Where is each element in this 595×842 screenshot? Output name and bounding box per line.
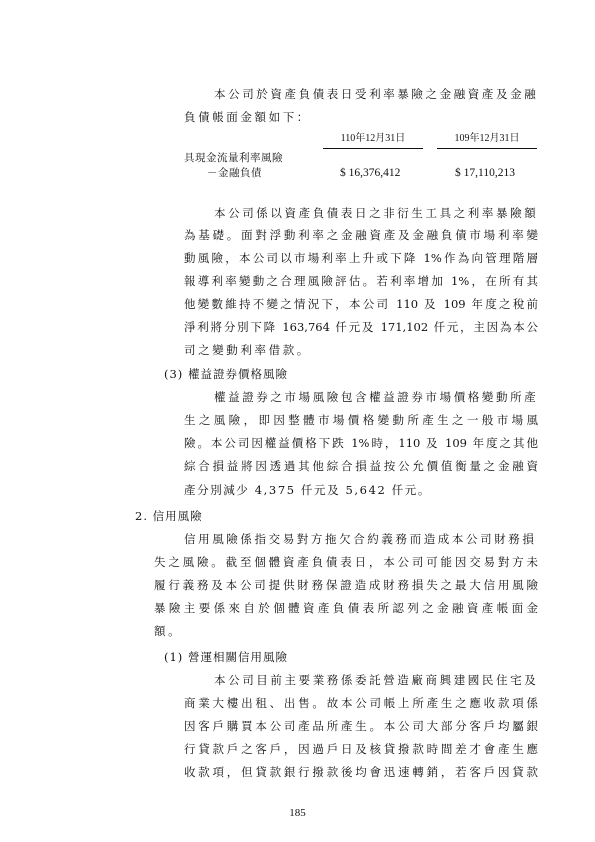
- section-heading: 2. 信用風險: [135, 509, 203, 523]
- paragraph-line: 淨利將分別下降 163,764 仟元及 171,102 仟元，主因為本公: [184, 320, 538, 334]
- table-cell-110: $ 16,376,412: [340, 167, 401, 179]
- paragraph-line: 暴險主要係來自於個體資產負債表所認列之金融資產帳面金: [154, 601, 538, 615]
- paragraph-line: 本公司係以資產負債表日之非衍生工具之利率暴險額: [214, 206, 539, 220]
- paragraph-line: 司之變動利率借款。: [184, 343, 311, 357]
- table-col1-header: 110年12月31日: [340, 133, 406, 144]
- paragraph-line: 他變數維持不變之情況下，本公司 110 及 109 年度之稅前: [184, 297, 538, 311]
- section-heading: (1) 營運相關信用風險: [164, 650, 288, 664]
- paragraph-line: 負債帳面金額如下：: [184, 110, 311, 124]
- paragraph-line: 因客戶購買本公司產品所產生。本公司大部分客戶均屬銀: [184, 719, 538, 733]
- table-row-label: －金融負債: [207, 167, 262, 179]
- paragraph-line: 綜合損益將因透過其他綜合損益按公允價值衡量之金融資: [184, 459, 538, 473]
- paragraph-line: 收款項，但貸款銀行撥款後均會迅速轉銷，若客戶因貸款: [184, 765, 538, 779]
- paragraph-line: 商業大樓出租、出售。故本公司帳上所產生之應收款項係: [184, 696, 538, 710]
- table-col2-header: 109年12月31日: [454, 133, 520, 144]
- paragraph-line: 報導利率變動之合理風險評估。若利率增加 1%，在所有其: [184, 274, 538, 288]
- paragraph-line: 失之風險。截至個體資產負債表日，本公司可能因交易對方未: [154, 555, 538, 569]
- paragraph-line: 險。本公司因權益價格下跌 1%時，110 及 109 年度之其他: [184, 436, 538, 450]
- paragraph-line: 履行義務及本公司提供財務保證造成財務損失之最大信用風險: [154, 578, 538, 592]
- paragraph-line: 生之風險，即因整體市場價格變動所產生之一般市場風: [184, 413, 538, 427]
- paragraph-line: 權益證券之市場風險包含權益證券市場價格變動所產: [214, 390, 539, 404]
- section-heading: (3) 權益證券價格風險: [164, 367, 288, 381]
- table-header-rule: [323, 148, 423, 149]
- paragraph-line: 動風險，本公司以市場利率上升或下降 1%作為向管理階層: [184, 251, 538, 265]
- paragraph-line: 本公司於資產負債表日受利率暴險之金融資產及金融: [214, 87, 539, 101]
- page-number: 185: [289, 807, 306, 819]
- paragraph-line: 信用風險係指交易對方拖欠合約義務而造成本公司財務損: [184, 532, 537, 546]
- paragraph-line: 本公司目前主要業務係委託營造廠商興建國民住宅及: [214, 673, 539, 687]
- paragraph-line: 產分別減少 4,375 仟元及 5,642 仟元。: [184, 483, 431, 497]
- table-row-group-label: 具現金流量利率風險: [184, 152, 283, 164]
- paragraph-line: 為基礎。面對浮動利率之金融資產及金融負債市場利率變: [184, 228, 538, 242]
- table-cell-109: $ 17,110,213: [455, 167, 515, 179]
- paragraph-line: 行貸款戶之客戶，因過戶日及核貸撥款時間差才會產生應: [184, 742, 538, 756]
- table-header-rule: [437, 148, 537, 149]
- paragraph-line: 額。: [154, 624, 183, 638]
